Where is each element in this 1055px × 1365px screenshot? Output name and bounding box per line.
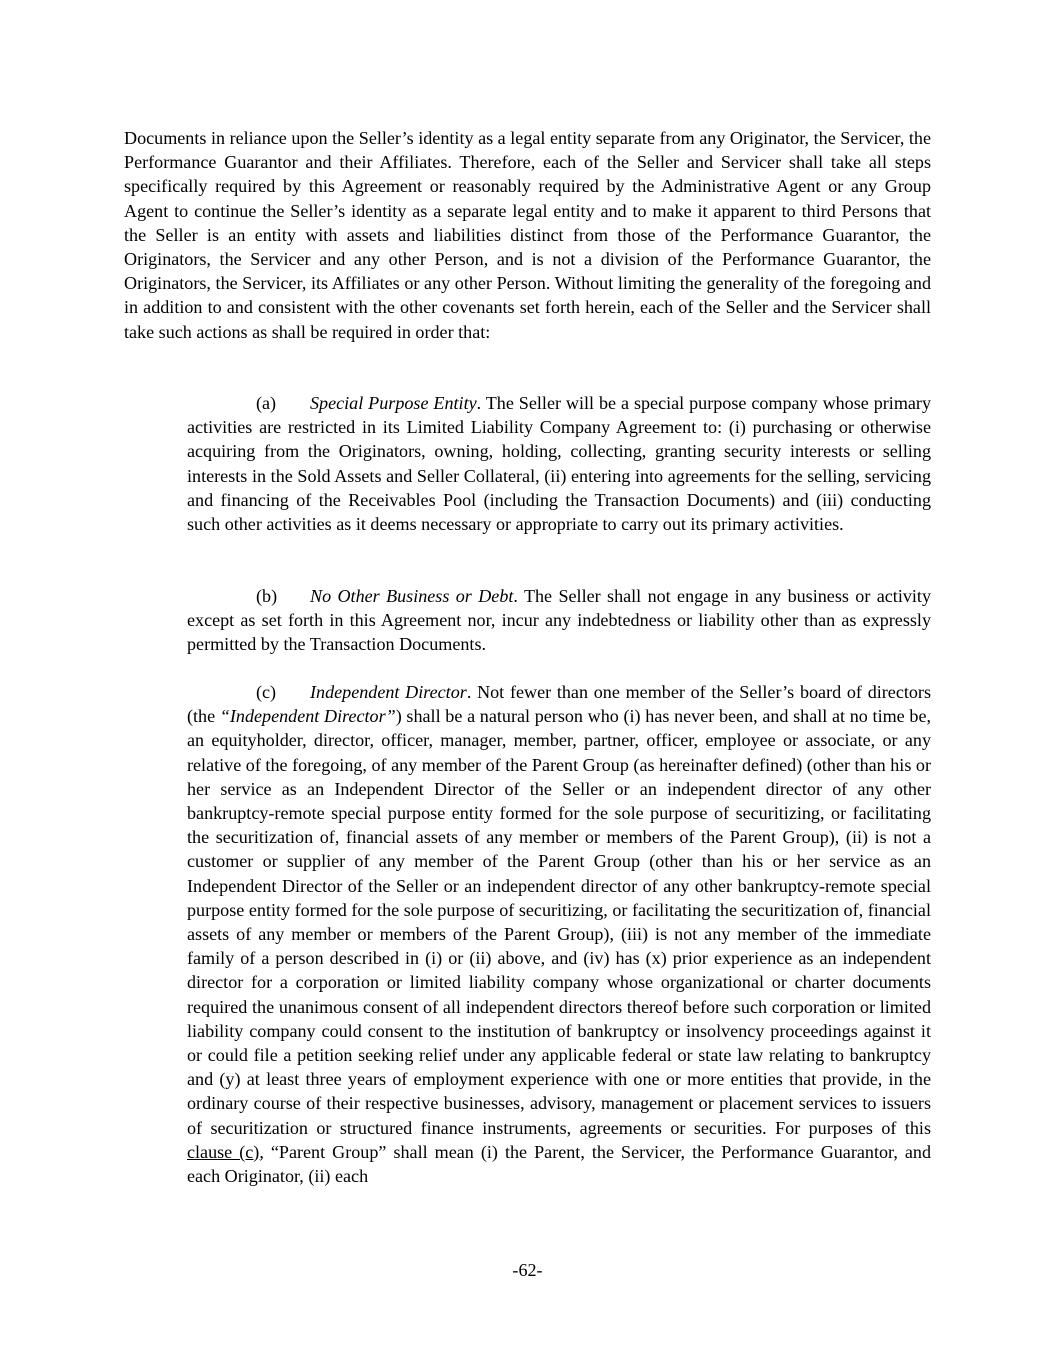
clause-body: ) shall be a natural person who (i) has never been, and shall at no time be, an equityholder, director, officer, manager, member, partner, officer, employee or associate, or any relative of the foregoing, of any member of the Parent Group (as hereinafter defined) (other than his or her service as an Independent Director of the Seller or an independent director of any other bankruptcy-remote special purpose entity formed for the sole purpose of securitizing, or facilitating the securitization of, financial assets of any member or members of the Parent Group), (ii) is not a customer or supplier of any member of the Parent Group (other than his or her service as an Independent Director of the Seller or an independent director of any other bankruptcy-remote special purpose entity formed for the sole purpose of securitizing, or facilitating the securitization of, financial assets of any member or members of the Parent Group), (iii) is not any member of the immediate family of a person described in (i) or (ii) above, and (iv) has (x) prior experience as an independent director for a corporation or limited liability company whose organizational or charter documents required the unanimous consent of all independent directors thereof before such corporation or limited liability company could consent to the institution of bankruptcy or insolvency proceedings against it or could file a petition seeking relief under any applicable federal or state law relating to bankruptcy and (y) at least three years of employment experience with one or more entities that provide, in the ordinary course of their respective businesses, advisory, management or placement services to issuers of securitization or structured finance instruments, agreements or securities. For purposes of this bbox=[187, 706, 931, 1138]
clause-body: . Not fewer than one member of the Seller’s board of directors (the bbox=[187, 682, 931, 727]
clause-heading: No Other Business or Debt bbox=[310, 586, 514, 606]
clause-heading: Special Purpose Entity bbox=[310, 393, 477, 413]
clause-body: . The Seller will be a special purpose company whose primary activities are restricted in its Limited Liability Company Agreement to: (i) purchasing or otherwise acquiring from the Originators, owning, holding, collecting, granting security interests or selling interests in the Sold Assets and Seller Collateral, (ii) entering into agreements for the selling, servicing and financing of the Receivables Pool (including the Transaction Documents) and (iii) conducting such other activities as it deems necessary or appropriate to carry out its primary activities. bbox=[187, 393, 931, 535]
defined-term: “Independent Director” bbox=[219, 706, 396, 727]
page-number: -62- bbox=[512, 1260, 543, 1280]
clause-number: (c) bbox=[256, 682, 277, 702]
clause-a bbox=[187, 391, 931, 536]
clause-number: (a) bbox=[256, 393, 277, 413]
clause-body: . The Seller shall not engage in any business or activity except as set forth in this Agreement nor, incur any indebtedness or liability other than as expressly permitted by the Transaction Documents. bbox=[187, 586, 931, 655]
clause-heading: Independent Director bbox=[310, 682, 467, 702]
clause-body: , “Parent Group” shall mean (i) the Parent, the Servicer, the Performance Guarantor, and each Originator, (ii) each bbox=[187, 1141, 931, 1187]
clause-c bbox=[187, 680, 931, 1188]
clause-b bbox=[187, 584, 931, 657]
clause-number: (b) bbox=[256, 586, 278, 606]
cross-reference: clause (c) bbox=[187, 1141, 260, 1162]
intro-paragraph: Documents in reliance upon the Seller’s identity as a legal entity separate from any Originator, the Servicer, the Performance Guarantor and their Affiliates. Therefore, each of the Seller and Servicer shall take all steps specifically required by this Agreement or reasonably required by the Administrative Agent or any Group Agent to continue the Seller’s identity as a separate legal entity and to make it apparent to third Persons that the Seller is an entity with assets and liabilities distinct from those of the Performance Guarantor, the Originators, the Servicer and any other Person, and is not a division of the Performance Guarantor, the Originators, the Servicer, its Affiliates or any other Person. Without limiting the generality of the foregoing and in addition to and consistent with the other covenants set forth herein, each of the Seller and the Servicer shall take such actions as shall be required in order that: bbox=[124, 128, 931, 342]
